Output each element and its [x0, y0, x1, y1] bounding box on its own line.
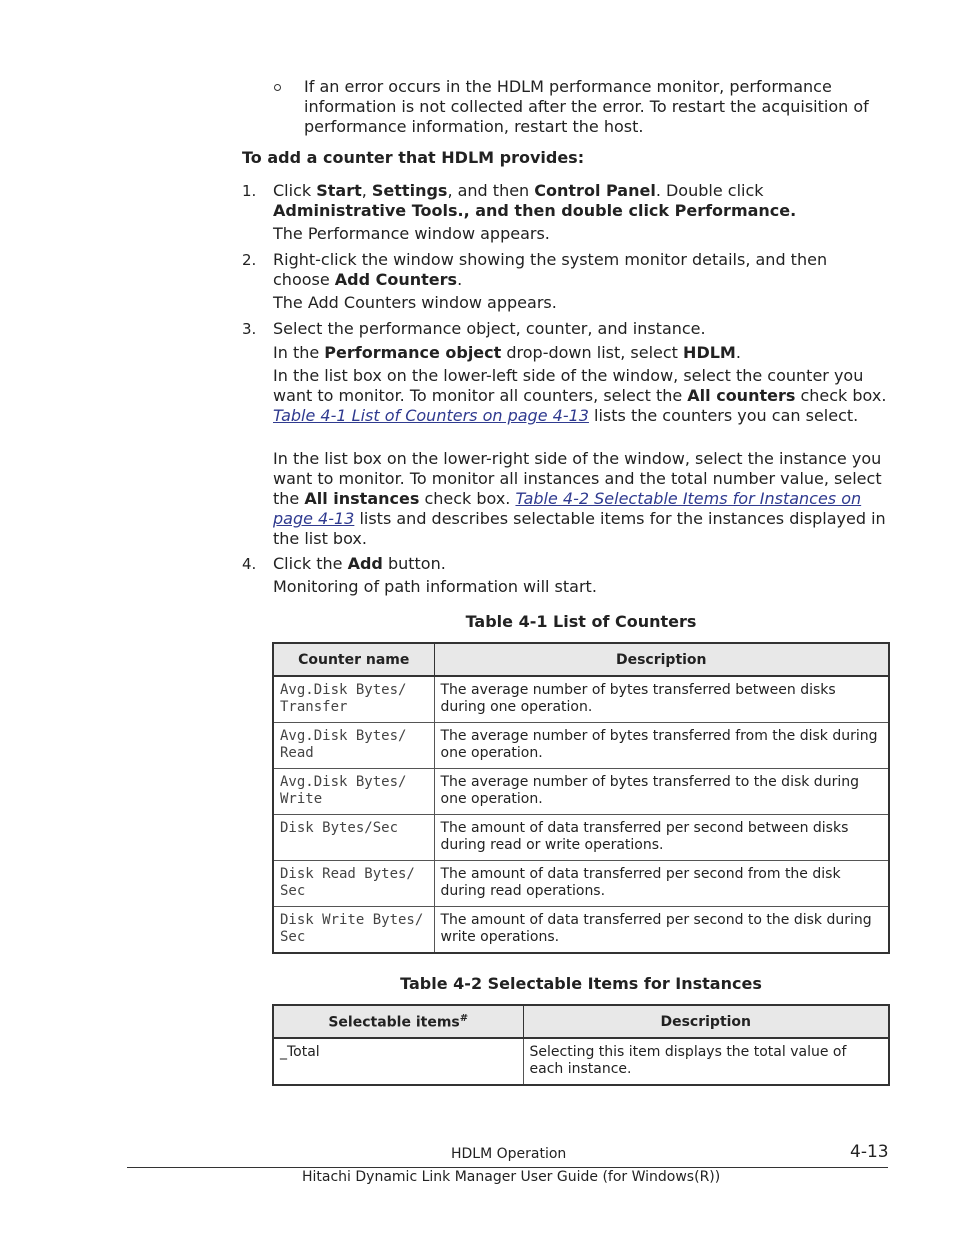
bullet-text: If an error occurs in the HDLM performance monitor, performance information is not collected after the error. To restart the acquisition of performance information, restart the host.	[304, 77, 869, 136]
procedure-heading: To add a counter that HDLM provides:	[242, 148, 585, 167]
counter-name-cell: Disk Read Bytes/ Sec	[273, 861, 434, 907]
table-header-row	[273, 1005, 889, 1038]
step-number: 3.	[242, 320, 257, 338]
description-cell: The amount of data transferred per second between disks during read or write operations.	[434, 815, 889, 861]
table-row	[273, 676, 889, 723]
counter-name-cell: Disk Bytes/Sec	[273, 815, 434, 861]
counter-name-cell: Avg.Disk Bytes/ Read	[273, 723, 434, 769]
description-cell: The amount of data transferred per second from the disk during read operations.	[434, 861, 889, 907]
table-4-2-link[interactable]: Table 4-2 Selectable Items for Instances on page 4-13	[273, 489, 862, 528]
step-2-text: Right-click the window showing the system monitor details, and then choose Add Counters.	[273, 250, 828, 289]
column-header: Description	[523, 1005, 889, 1038]
item-cell: _Total	[273, 1038, 523, 1085]
footnote-marker: #	[459, 1012, 469, 1024]
footer-rule	[127, 1167, 888, 1168]
step-3-counter-listbox: In the list box on the lower-left side of the window, select the counter you want to monitor. To monitor all counters, select the All counters check box. Table 4-1 List of Counters on page 4-13 lists the counters you can select.	[273, 366, 887, 425]
step-number: 4.	[242, 555, 257, 573]
table-row	[273, 769, 889, 815]
table-caption: Table 4-1 List of Counters	[465, 612, 697, 631]
table-row	[273, 861, 889, 907]
table-row	[273, 907, 889, 954]
table-row	[273, 815, 889, 861]
description-cell: The average number of bytes transferred to the disk during one operation.	[434, 769, 889, 815]
step-3-instance-listbox: In the list box on the lower-right side of the window, select the instance you want to monitor. To monitor all instances and the total number value, select the All instances check box. Table 4-2 Selectable Items for Instances on page 4-13 lists and describes selectable items for the instances displayed in the list box.	[273, 449, 886, 548]
step-1-result: The Performance window appears.	[273, 224, 550, 243]
bullet-marker	[274, 84, 281, 91]
table-caption: Table 4-2 Selectable Items for Instances	[400, 974, 762, 993]
step-number: 1.	[242, 182, 257, 200]
step-3-text: Select the performance object, counter, and instance.	[273, 319, 706, 338]
footer-guide-title: Hitachi Dynamic Link Manager User Guide (for Windows(R))	[302, 1169, 721, 1185]
counter-name-cell: Avg.Disk Bytes/ Write	[273, 769, 434, 815]
description-cell: Selecting this item displays the total value of each instance.	[523, 1038, 889, 1085]
footer-section-title: HDLM Operation	[451, 1146, 567, 1162]
step-4-result: Monitoring of path information will start.	[273, 577, 597, 596]
page-number: 4-13	[850, 1142, 889, 1162]
step-1-text: Click Start, Settings, and then Control Panel. Double click Administrative Tools., and then double click Performance.	[273, 181, 797, 220]
counters-table	[272, 642, 890, 954]
table-row	[273, 723, 889, 769]
table-row	[273, 1038, 889, 1085]
table-header-row	[273, 643, 889, 676]
counter-name-cell: Avg.Disk Bytes/ Transfer	[273, 676, 434, 723]
description-cell: The average number of bytes transferred between disks during one operation.	[434, 676, 889, 723]
column-header: Description	[434, 643, 889, 676]
instances-table	[272, 1004, 890, 1086]
step-3-performance-object: In the Performance object drop-down list, select HDLM.	[273, 343, 741, 362]
description-cell: The average number of bytes transferred from the disk during one operation.	[434, 723, 889, 769]
description-cell: The amount of data transferred per second to the disk during write operations.	[434, 907, 889, 954]
step-2-result: The Add Counters window appears.	[273, 293, 557, 312]
column-header: Counter name	[273, 643, 434, 676]
counter-name-cell: Disk Write Bytes/ Sec	[273, 907, 434, 954]
step-number: 2.	[242, 251, 257, 269]
step-4-text: Click the Add button.	[273, 554, 446, 573]
column-header: Selectable items#	[273, 1005, 523, 1038]
table-4-1-link[interactable]: Table 4-1 List of Counters on page 4-13	[273, 406, 589, 425]
